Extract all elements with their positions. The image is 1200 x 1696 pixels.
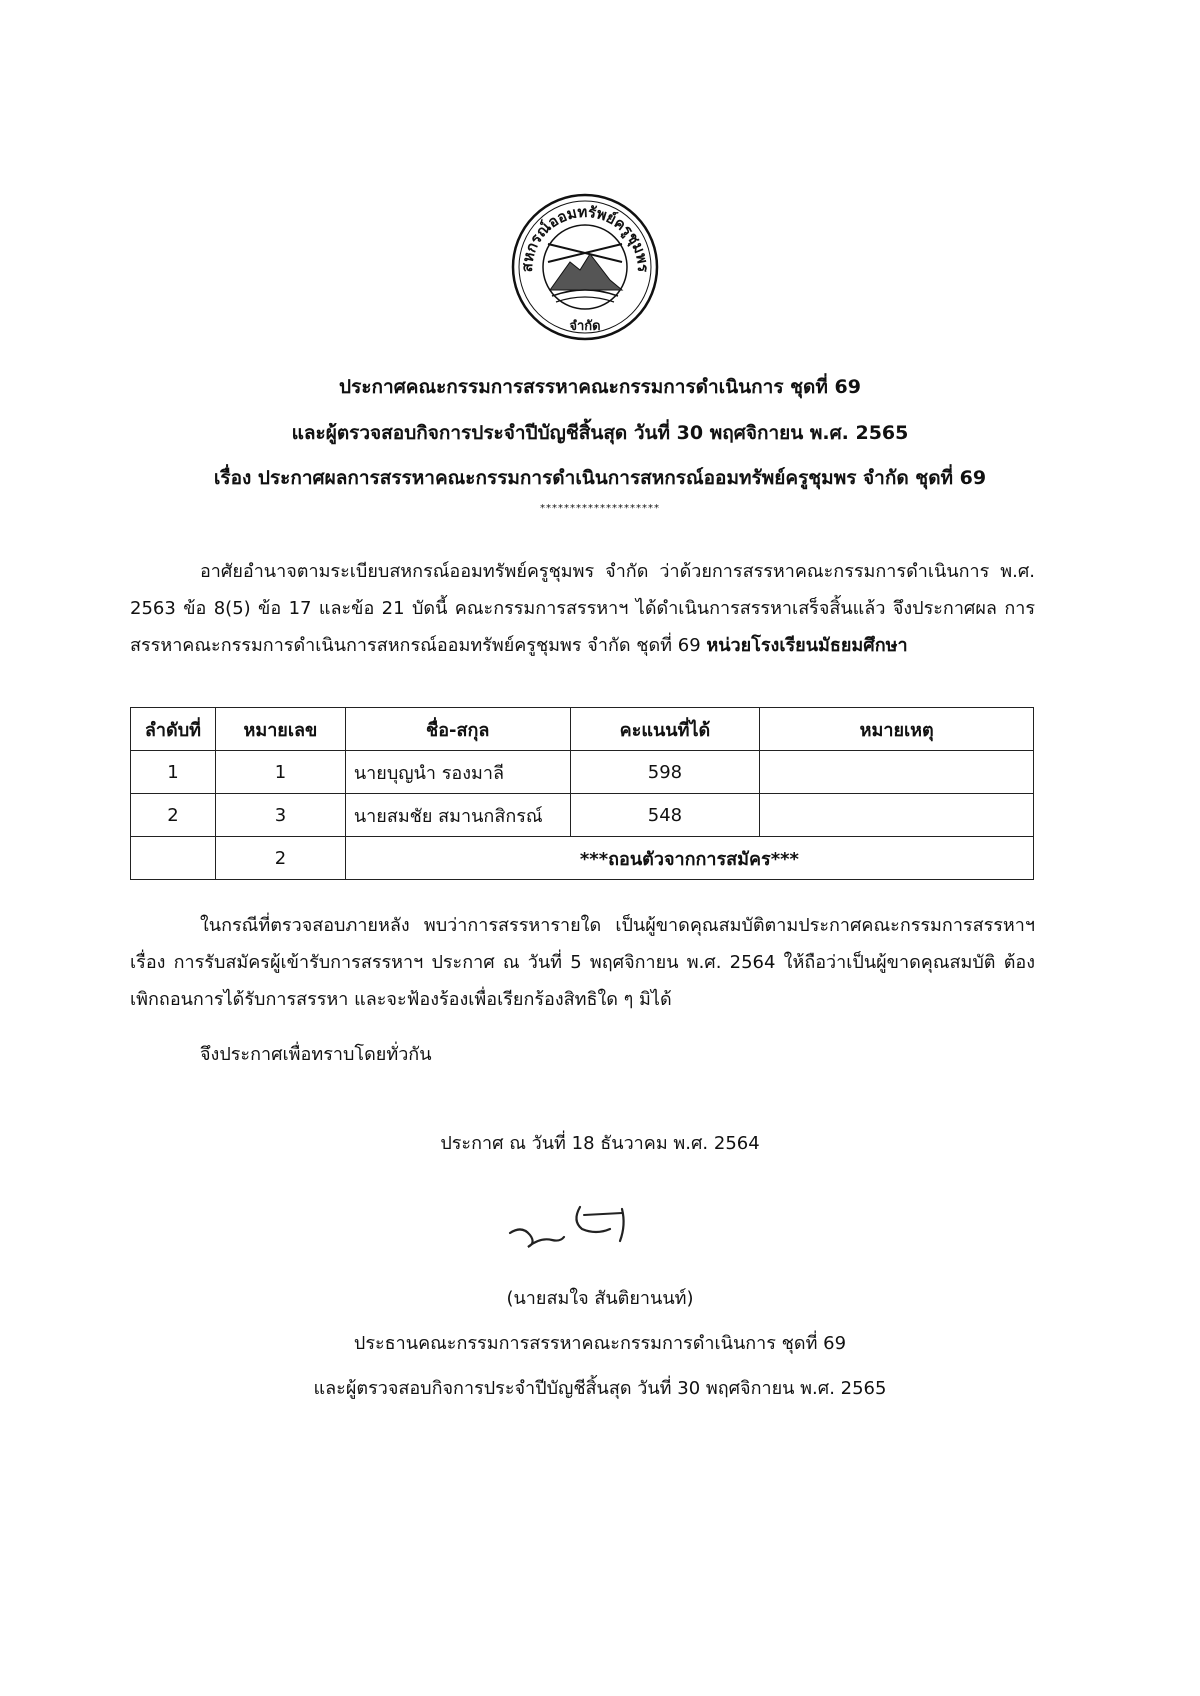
cell-score: 598	[570, 751, 760, 794]
signer-position-1: ประธานคณะกรรมการสรรหาคณะกรรมการดำเนินการ ชุดที่ 69	[353, 1333, 847, 1354]
table-header-row	[131, 708, 1034, 751]
announcement-date: ประกาศ ณ วันที่ 18 ธันวาคม พ.ศ. 2564	[440, 1133, 760, 1154]
signer-position-2: และผู้ตรวจสอบกิจการประจำปีบัญชีสิ้นสุด วันที่ 30 พฤศจิกายน พ.ศ. 2565	[313, 1378, 887, 1399]
header-name: ชื่อ-สกุล	[345, 708, 570, 751]
svg-text:จำกัด: จำกัด	[569, 319, 601, 334]
cell-name: นายสมชัย สมานกสิกรณ์	[345, 794, 570, 837]
cell-order	[131, 837, 216, 880]
header-order: ลำดับที่	[131, 708, 216, 751]
intro-unit: หน่วยโรงเรียนมัธยมศึกษา	[706, 635, 908, 656]
cell-number: 3	[215, 794, 345, 837]
heading-line-2: และผู้ตรวจสอบกิจการประจำปีบัญชีสิ้นสุด วันที่ 30 พฤศจิกายน พ.ศ. 2565	[291, 422, 909, 444]
cell-number: 2	[215, 837, 345, 880]
closing-paragraph: จึงประกาศเพื่อทราบโดยทั่วกัน	[200, 1044, 432, 1065]
cell-note	[760, 751, 1034, 794]
cooperative-seal	[510, 192, 660, 342]
svg-text:สหกรณ์ออมทรัพย์ครูชุมพร: สหกรณ์ออมทรัพย์ครูชุมพร	[517, 202, 653, 273]
seal-emblem-icon	[510, 192, 660, 342]
cell-order: 2	[131, 794, 216, 837]
heading-line-1: ประกาศคณะกรรมการสรรหาคณะกรรมการดำเนินการ ชุดที่ 69	[339, 376, 861, 398]
table-row-withdrawn	[131, 837, 1034, 880]
signature	[500, 1195, 690, 1265]
cell-withdrawn-note: ***ถอนตัวจากการสมัคร***	[345, 837, 1033, 880]
cell-name: นายบุญนำ รองมาลี	[345, 751, 570, 794]
cell-number: 1	[215, 751, 345, 794]
heading-separator: ********************	[540, 503, 660, 514]
handwritten-signature-icon	[500, 1195, 690, 1265]
header-number: หมายเลข	[215, 708, 345, 751]
header-score: คะแนนที่ได้	[570, 708, 760, 751]
intro-paragraph	[130, 553, 1035, 664]
cell-note	[760, 794, 1034, 837]
cell-score: 548	[570, 794, 760, 837]
condition-paragraph: ในกรณีที่ตรวจสอบภายหลัง พบว่าการสรรหารายใด เป็นผู้ขาดคุณสมบัติตามประกาศคณะกรรมการสรรหาฯ เรื่อง การรับสมัครผู้เข้ารับการสรรหาฯ ประกาศ ณ วันที่ 5 พฤศจิกายน พ.ศ. 2564 ให้ถือว่าเป็นผู้ขาดคุณสมบัติ ต้องเพิกถอนการได้รับการสรรหา และจะฟ้องร้องเพื่อเรียกร้องสิทธิใด ๆ มิได้	[130, 915, 1035, 1010]
heading-subject: เรื่อง ประกาศผลการสรรหาคณะกรรมการดำเนินการสหกรณ์ออมทรัพย์ครูชุมพร จำกัด ชุดที่ 69	[213, 467, 987, 489]
cell-order: 1	[131, 751, 216, 794]
header-note: หมายเหตุ	[760, 708, 1034, 751]
intro-text: อาศัยอำนาจตามระเบียบสหกรณ์ออมทรัพย์ครูชุมพร จำกัด ว่าด้วยการสรรหาคณะกรรมการดำเนินการ พ.ศ. 2563 ข้อ 8(5) ข้อ 17 และข้อ 21 บัดนี้ คณะกรรมการสรรหาฯ ได้ดำเนินการสรรหาเสร็จสิ้นแล้ว จึงประกาศผล การสรรหาคณะกรรมการดำเนินการสหกรณ์ออมทรัพย์ครูชุมพร จำกัด ชุดที่ 69	[130, 561, 1035, 656]
table-row	[131, 751, 1034, 794]
signer-name: (นายสมใจ สันติยานนท์)	[506, 1288, 694, 1309]
table-row	[131, 794, 1034, 837]
results-table	[130, 707, 1034, 880]
